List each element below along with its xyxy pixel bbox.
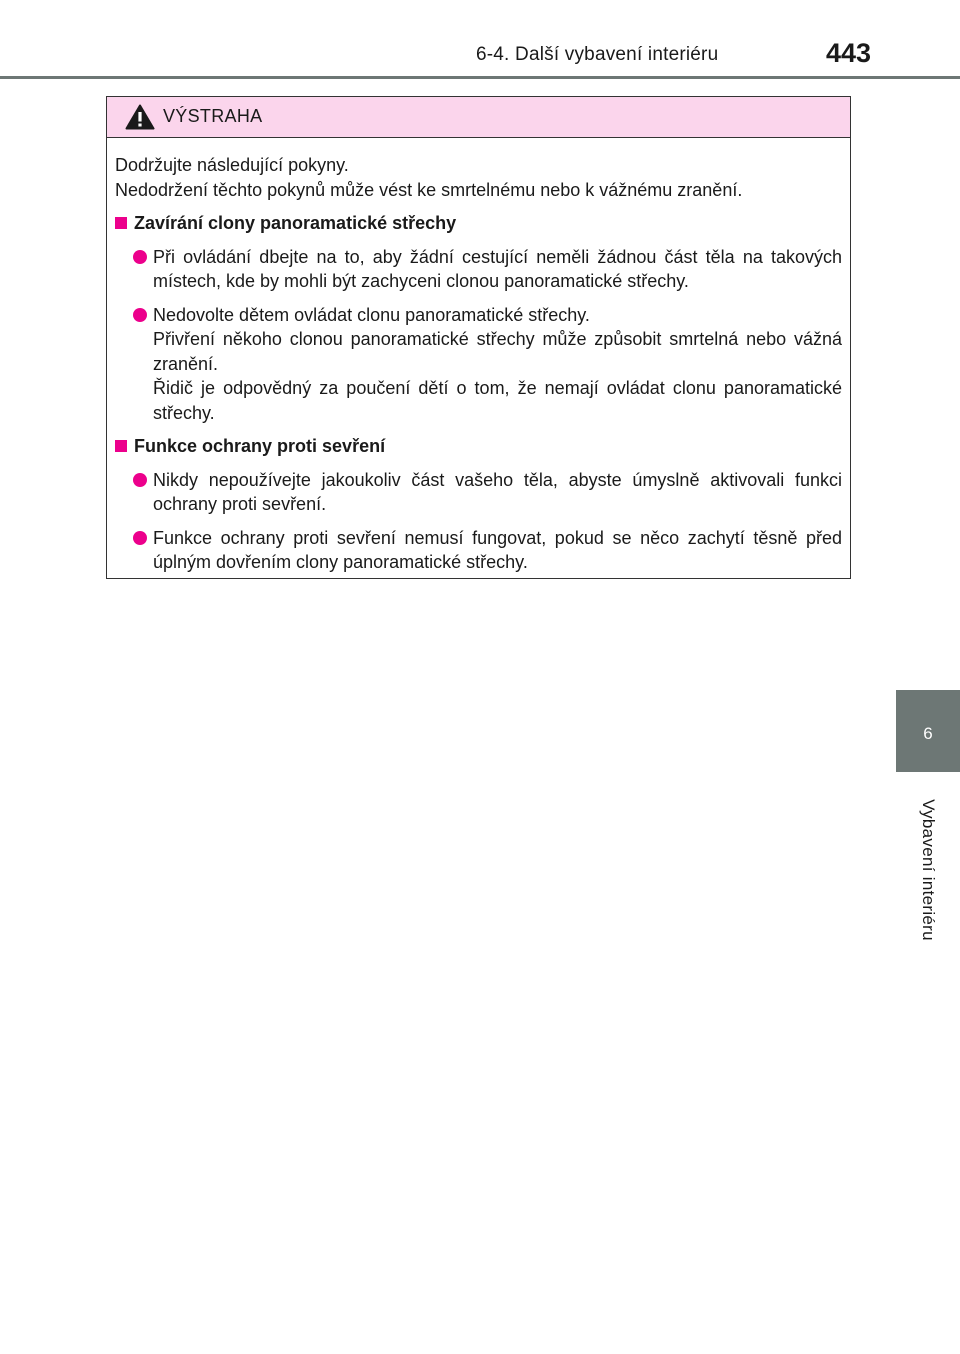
section-heading-text: Zavírání clony panoramatické střechy [134, 213, 457, 233]
chapter-number: 6 [923, 724, 933, 743]
warning-title: VÝSTRAHA [163, 106, 263, 126]
section-heading [115, 211, 842, 236]
dot-bullet-icon [133, 250, 147, 264]
header-divider [0, 76, 960, 79]
chapter-label: Vybavení interiéru [919, 799, 938, 941]
item-text: Řidič je odpovědný za poučení dětí o tom, že nemají ovládat clonu panoramatické střechy. [153, 378, 842, 423]
section-heading-text: Funkce ochrany proti sevření [134, 436, 386, 456]
section-heading [115, 434, 842, 459]
square-bullet-icon [115, 217, 127, 229]
dot-bullet-icon [133, 308, 147, 322]
item-text: Nikdy nepoužívejte jakoukoliv část vašeho těla, abyste úmyslně aktivovali funkci ochrany proti sevření. [153, 469, 842, 514]
list-item [115, 303, 842, 426]
warning-body [115, 153, 842, 575]
warning-triangle-icon [125, 104, 155, 130]
warning-header [107, 97, 850, 138]
page-number: 443 [826, 38, 872, 68]
list-item [115, 526, 842, 575]
item-text: Při ovládání dbejte na to, aby žádní cestující neměli žádnou část těla na takových místech, kde by mohli být zachyceni clonou panoramatické střechy. [153, 246, 842, 291]
chapter-tab [896, 690, 960, 772]
dot-bullet-icon [133, 473, 147, 487]
item-text: Přivření někoho clonou panoramatické střechy může způsobit smrtelná nebo vážná zranění. [153, 329, 842, 374]
dot-bullet-icon [133, 531, 147, 545]
intro-line: Dodržujte následující pokyny. [115, 155, 349, 175]
intro-line: Nedodržení těchto pokynů může vést ke smrtelnému nebo k vážnému zranění. [115, 179, 743, 200]
item-text: Funkce ochrany proti sevření nemusí fungovat, pokud se něco zachytí těsně před úplným dovřením clony panoramatické střechy. [153, 527, 842, 572]
list-item [115, 468, 842, 517]
section-title: 6-4. Další vybavení interiéru [476, 44, 719, 65]
square-bullet-icon [115, 440, 127, 452]
item-text: Nedovolte dětem ovládat clonu panoramatické střechy. [153, 304, 590, 325]
list-item [115, 245, 842, 294]
warning-box [106, 96, 851, 579]
